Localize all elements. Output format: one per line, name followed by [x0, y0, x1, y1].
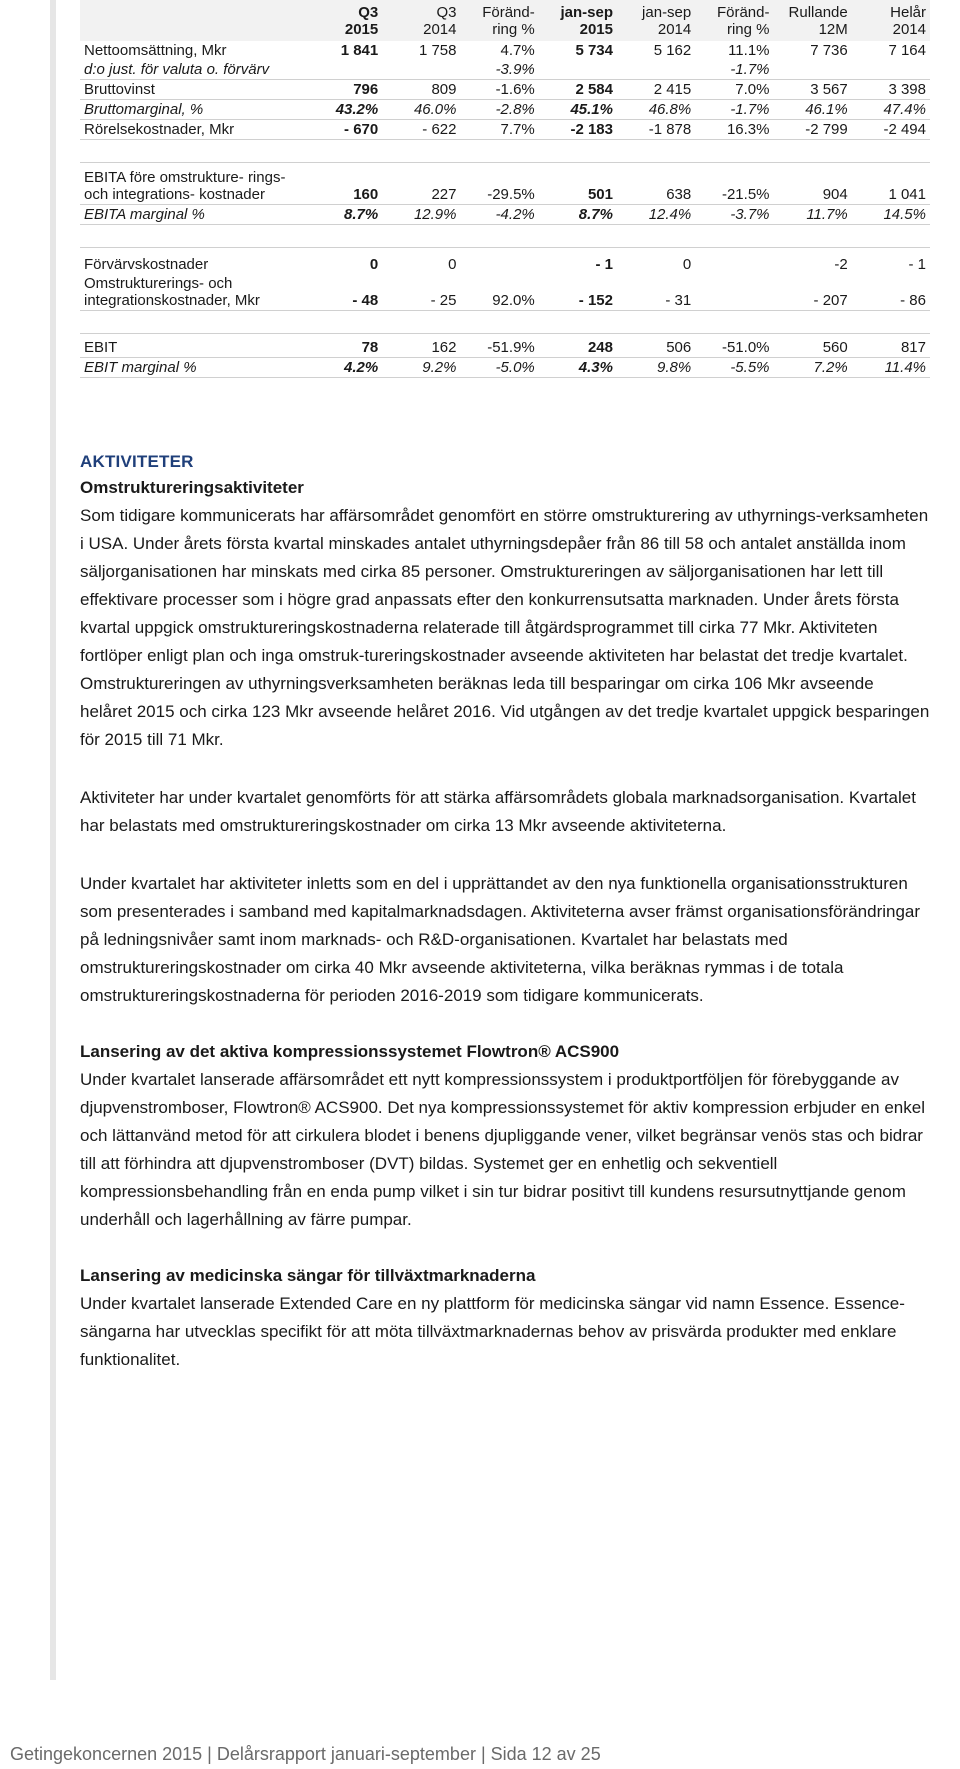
cell: -51.0% [695, 334, 773, 358]
cell [695, 274, 773, 311]
cell: 46.0% [382, 100, 460, 120]
cell [382, 60, 460, 80]
cell: 8.7% [539, 205, 617, 225]
flowtron-paragraph: Under kvartalet lanserade affärsområdet ett nytt kompressionssystem i produktportföljen för förebyggande av djupvenstromboser, Flowtron® ACS900. Det nya kompressionssystemet för aktiv kompression erbjuder en enkel och lättanvänd metod för att cirkulera blodet i benens djupliggande vener, vilket begränsar venös stas och bidrar till att förhindra att djupvenstromboser (DVT) bildas. Systemet ger en enhetlig och sekventiell kompressionsbehandling från en enda pump vilket i sin tur bidrar positivt till kundens resursutnyttjande genom underhåll och lagerhållning av färre pumpar. [80, 1070, 925, 1229]
cell: -51.9% [461, 334, 539, 358]
header-change-jansep: Föränd- ring % [695, 0, 773, 41]
cell: -4.2% [461, 205, 539, 225]
cell: 501 [539, 163, 617, 205]
cell: 8.7% [304, 205, 382, 225]
header-rolling-12m: Rullande 12M [774, 0, 852, 41]
cell: - 31 [617, 274, 695, 311]
cell: -2.8% [461, 100, 539, 120]
cell: 2 584 [539, 80, 617, 100]
cell: 506 [617, 334, 695, 358]
cell: 14.5% [852, 205, 930, 225]
cell: 11.1% [728, 42, 770, 59]
table-row [80, 205, 930, 225]
cell: 12.4% [617, 205, 695, 225]
cell: 2 415 [617, 80, 695, 100]
header-q3-2014: Q3 2014 [382, 0, 460, 41]
row-label: Förvärvskostnader [84, 256, 209, 273]
cell: -1.6% [461, 80, 539, 100]
cell: 12.9% [382, 205, 460, 225]
cell: -1.7% [695, 100, 773, 120]
row-label: EBITA före omstrukture- rings- och integrations- kostnader [80, 163, 304, 205]
table-spacer [80, 311, 930, 334]
cell: -3.7% [695, 205, 773, 225]
cell: - 670 [304, 120, 382, 140]
cell: 7 164 [888, 42, 926, 59]
table-spacer [80, 225, 930, 248]
restructuring-heading: Omstruktureringsaktiviteter [80, 478, 304, 497]
cell: 11.7% [774, 205, 852, 225]
cell: 0 [682, 256, 692, 273]
cell: 560 [774, 334, 852, 358]
cell [852, 60, 930, 80]
cell: 45.1% [539, 100, 617, 120]
table-row [80, 163, 930, 205]
cell: 7 736 [810, 42, 848, 59]
cell: 7.2% [774, 358, 852, 378]
table-header-row [80, 0, 930, 41]
cell: 0 [369, 256, 379, 273]
header-change-q3: Föränd- ring % [461, 0, 539, 41]
header-jansep-2015: jan-sep 2015 [539, 0, 617, 41]
beds-paragraph: Under kvartalet lanserade Extended Care en ny plattform för medicinska sängar vid namn Essence. Essence-sängarna har utvecklas specifikt för att möta tillväxtmarknadernas behov av prisvärda produkter med enklare funktionalitet. [80, 1294, 905, 1369]
cell: - 1 [595, 256, 613, 273]
cell: -21.5% [695, 163, 773, 205]
cell: 3 398 [852, 80, 930, 100]
cell: -2 799 [774, 120, 852, 140]
cell: 796 [304, 80, 382, 100]
cell: 46.8% [617, 100, 695, 120]
cell: 162 [382, 334, 460, 358]
cell: - 25 [382, 274, 460, 311]
cell [304, 60, 382, 80]
restructuring-paragraph: Som tidigare kommunicerats har affärsområdet genomfört en större omstrukturering av uthyrnings-verksamheten i USA. Under årets första kvartal minskades antalet uthyrningsdepåer från 86 till 58 och antalet anställda inom säljorganisationen har minskats med cirka 85 personer. Omstruktureringen av säljorganisationen har lett till effektivare processer som i högre grad anpassats efter den konkurrensutsatta marknaden. Under årets första kvartal uppgick omstruktureringskostnaderna relaterade till åtgärdsprogrammet till cirka 77 Mkr. Aktiviteten fortlöper enligt plan och inga omstruk-tureringskostnader avseende aktiviteten har belastat det tredje kvartalet. Omstruktureringen av uthyrningsverksamheten beräknas leda till besparingar om cirka 106 Mkr avseende helåret 2015 och cirka 123 Mkr avseende helåret 2016. Vid utgången av det tredje kvartalet uppgick besparingen för 2015 till 71 Mkr. [80, 506, 930, 749]
cell: - 207 [774, 274, 852, 311]
row-label: d:o just. för valuta o. förvärv [80, 60, 304, 80]
cell: 92.0% [461, 274, 539, 311]
cell: 4.7% [500, 42, 535, 59]
cell: -2 494 [852, 120, 930, 140]
cell: 9.8% [617, 358, 695, 378]
cell [461, 248, 539, 275]
table-row [80, 41, 930, 60]
cell: 4.3% [539, 358, 617, 378]
cell: -1 878 [617, 120, 695, 140]
cell [617, 60, 695, 80]
header-jansep-2014: jan-sep 2014 [617, 0, 695, 41]
row-label: EBITA marginal % [80, 205, 304, 225]
cell: 43.2% [304, 100, 382, 120]
cell: -29.5% [461, 163, 539, 205]
table-row [80, 80, 930, 100]
cell: -5.0% [461, 358, 539, 378]
cell: - 1 [908, 256, 926, 273]
cell: -1.7% [695, 60, 773, 80]
cell: 817 [852, 334, 930, 358]
header-label-col [80, 0, 304, 41]
cell: 3 567 [774, 80, 852, 100]
cell: 809 [382, 80, 460, 100]
cell: 1 758 [418, 42, 457, 59]
table-row [80, 60, 930, 80]
cell: 11.4% [852, 358, 930, 378]
row-label: EBIT marginal % [80, 358, 304, 378]
row-label: Nettoomsättning, Mkr [84, 42, 227, 59]
cell: 0 [448, 256, 457, 273]
cell: 78 [304, 334, 382, 358]
table-spacer [80, 140, 930, 163]
cell: 227 [382, 163, 460, 205]
page-footer: Getingekoncernen 2015 | Delårsrapport januari-september | Sida 12 av 25 [10, 1744, 601, 1764]
cell: 1 841 [340, 42, 379, 59]
left-margin-rule [50, 0, 56, 1680]
row-label: EBIT [80, 334, 304, 358]
cell: 1 041 [852, 163, 930, 205]
beds-heading: Lansering av medicinska sängar för tillväxtmarknaderna [80, 1266, 536, 1285]
cell [774, 60, 852, 80]
cell: 5 162 [653, 42, 692, 59]
cell [695, 248, 773, 275]
cell: 16.3% [695, 120, 773, 140]
row-label: Bruttomarginal, % [80, 100, 304, 120]
table-row [80, 120, 930, 140]
cell: - 48 [304, 274, 382, 311]
cell [539, 60, 617, 80]
market-org-paragraph: Aktiviteter har under kvartalet genomförts för att stärka affärsområdets globala marknadsorganisation. Kvartalet har belastats med omstruktureringskostnader om cirka 13 Mkr avseende aktiviteterna. [80, 788, 916, 835]
financial-table [80, 0, 930, 378]
cell: 7.7% [461, 120, 539, 140]
cell: 9.2% [382, 358, 460, 378]
cell: 4.2% [304, 358, 382, 378]
cell: -2 183 [539, 120, 617, 140]
cell: 638 [617, 163, 695, 205]
row-label: Bruttovinst [80, 80, 304, 100]
cell: - 622 [382, 120, 460, 140]
cell: 47.4% [852, 100, 930, 120]
table-row [80, 248, 930, 275]
cell: 5 734 [575, 42, 613, 59]
cell: -5.5% [695, 358, 773, 378]
flowtron-heading: Lansering av det aktiva kompressionssystemet Flowtron® ACS900 [80, 1042, 620, 1061]
table-row [80, 358, 930, 378]
table-row [80, 274, 930, 311]
cell: - 152 [539, 274, 617, 311]
cell: -3.9% [461, 60, 539, 80]
functional-org-paragraph: Under kvartalet har aktiviteter inletts som en del i upprättandet av den nya funktionella organisationsstrukturen som presenterades i samband med kapitalmarknadsdagen. Aktiviteterna avser främst organisationsförändringar på ledningsnivåer samt inom marknads- och R&D-organisationen. Kvartalet har belastats med omstruktureringskostnader om cirka 40 Mkr avseende aktiviteterna, vilka beräknas rymmas i de totala omstruktureringskostnaderna för perioden 2016-2019 som tidigare kommunicerats. [80, 874, 921, 1005]
cell: 7.0% [695, 80, 773, 100]
row-label: Rörelsekostnader, Mkr [80, 120, 304, 140]
cell: - 86 [852, 274, 930, 311]
header-q3-2015: Q3 2015 [304, 0, 382, 41]
cell: 248 [539, 334, 617, 358]
cell: 46.1% [774, 100, 852, 120]
table-row [80, 100, 930, 120]
cell: -2 [834, 256, 848, 273]
row-label: Omstrukturerings- och integrationskostnader, Mkr [80, 274, 304, 311]
page-content [80, 0, 930, 1374]
header-full-year-2014: Helår 2014 [852, 0, 930, 41]
cell: 160 [304, 163, 382, 205]
cell: 904 [774, 163, 852, 205]
section-title: AKTIVITETER [80, 452, 194, 471]
table-row [80, 334, 930, 358]
